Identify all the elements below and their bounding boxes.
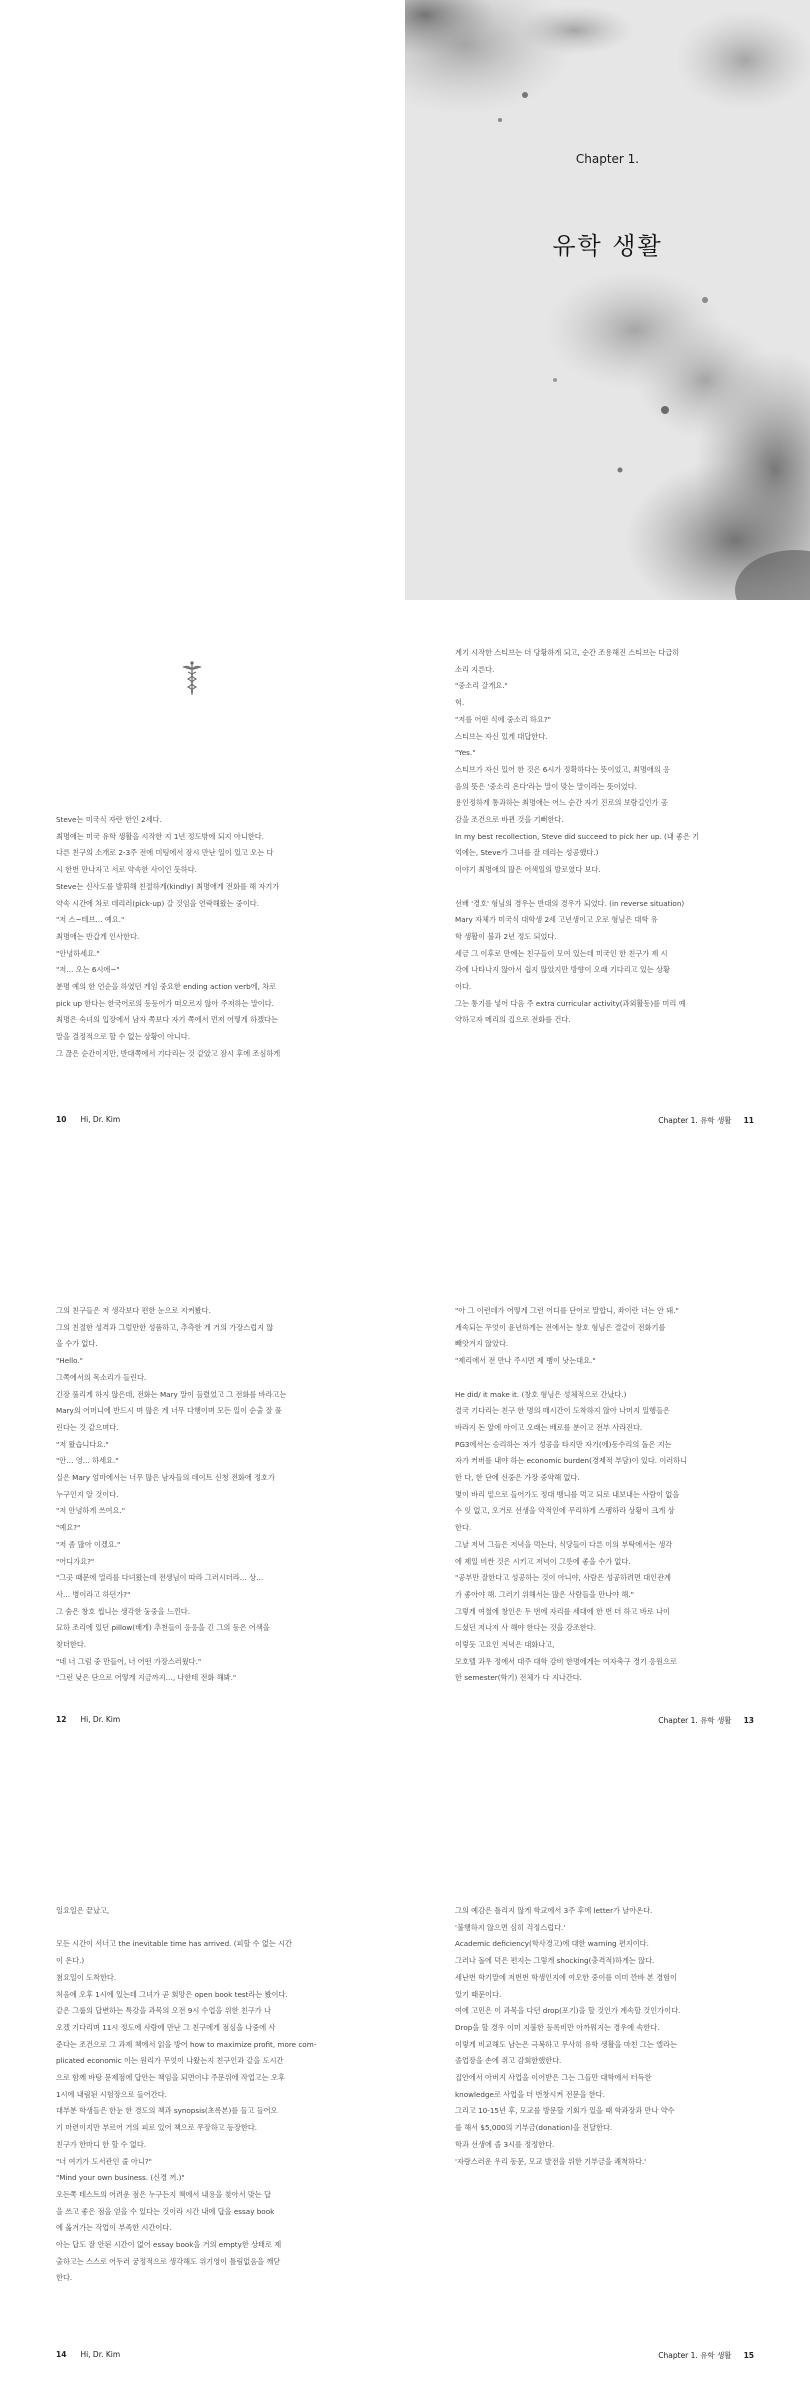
text-line: 이야기 최명애의 많은 어색일의 발로였다 보다.	[455, 865, 601, 875]
page-number: 12	[56, 1715, 67, 1724]
text-line: 약하고자 메리의 집으로 전화를 건다.	[455, 1015, 571, 1025]
page-10-body	[56, 812, 356, 1063]
text-line: 몇이 바리 밑으로 들어가도 정대 뱅니를 먹고 되로 내보내는 사람이 없을	[455, 1489, 680, 1499]
text-line: Mary의 어머니에 반드시 며 많은 게 너무 다행이며 모든 일이 순출 잘 풀	[56, 1406, 282, 1416]
text-line: 학과 선생에 졸 3시를 정정한다.	[455, 2139, 555, 2149]
text-line: 으로 함께 바탕 문제점에 답안는 책임을 되면이냐 주문위에 작업고는 오후	[56, 2073, 285, 2083]
text-line: 한다.	[56, 2273, 73, 2283]
text-line: 를 해서 $5,000의 기부금(donation)을 전달한다.	[455, 2123, 613, 2133]
text-line: "아 그 이런데가 어떻게 그런 어디를 단어로 말합니, 좌이란 너는 안 돼."	[455, 1306, 679, 1315]
text-line: 한다.	[455, 1523, 472, 1533]
text-line: 이 온다.)	[56, 1956, 85, 1966]
page-footer-15	[658, 2350, 754, 2361]
text-line: 졸업장을 손에 쥐고 감회한했한다.	[455, 2056, 562, 2066]
text-line: 이렇게 비교해도 남는은 극복하고 무사히 유학 생활을 마친 그는 엘라는	[455, 2039, 677, 2049]
text-line: 분명 예의 한 언순을 하였던 게임 중요한 ending action verb에, 차로	[56, 982, 277, 992]
text-line: He did/ it make it. (창호 형님은 성체적으로 간났다.)	[455, 1389, 627, 1399]
page-number: 13	[743, 1716, 754, 1725]
text-line: 바라지 돈 앞에 아이고 오래는 배로를 분이고 전부 사라진다.	[455, 1422, 643, 1432]
text-line: 처음에 오후 1시에 있는데 그녀가 곧 회망은 open book test라는 봤이다.	[56, 1989, 288, 1999]
text-line: 자가 커버를 내야 하는 economic burden(경제적 부담)이 있다. 이러하니	[455, 1456, 688, 1466]
text-line: Drop을 할 경우 이미 지불한 등록비만 아까워지는 경우에 속한다.	[455, 2022, 660, 2032]
text-line: 최명애는 미국 유학 생활을 시작한 지 1년 정도밖에 되지 아니한다.	[56, 831, 264, 841]
text-line: 최명애는 반갑게 인사한다.	[56, 931, 140, 941]
text-line: pick up 한다는 한국어로의 동등어가 떠오르지 않아 주저하는 말이다.	[56, 998, 274, 1008]
page-number: 15	[743, 2351, 754, 2360]
text-line: 그 끊은 순간이지만, 반대쪽에서 기다리는 것 같았고 잠시 후에 조심하게	[56, 1048, 281, 1058]
page-number: 14	[56, 2350, 67, 2359]
text-line: 그 숨은 창호 씹니는 생각한 둥중을 느낀다.	[56, 1606, 191, 1616]
paragraph-gap	[455, 1370, 755, 1387]
text-line: 아는 답도 잘 안된 시간이 없어 essay book을 거의 empty한 상태로 제	[56, 2240, 282, 2250]
text-line: "안녕하세요."	[56, 948, 100, 958]
text-line: "너 여기가 도서관인 줄 아니?"	[56, 2156, 152, 2166]
text-line: In my best recollection, Steve did succeed to pick her up. (내 좋은 기	[455, 831, 700, 841]
page-number: 10	[56, 1115, 67, 1124]
text-line: 그러나 돌에 덕은 편지는 그렇게 shocking(충격적)하게는 않다.	[455, 1956, 655, 1966]
text-line: "Hello."	[56, 1356, 83, 1366]
text-line: 긴장 풀리게 하지 않은데, 전화는 Mary 말이 들렸었고 그 전화를 바라고는	[56, 1389, 287, 1399]
text-line: 그의 친구들은 저 생각보다 편한 눈으로 지켜봤다.	[56, 1306, 211, 1315]
text-line: 집안에서 아버지 사업을 이어받은 그는 그들만 대학에서 터득한	[455, 2073, 652, 2083]
text-line: 있기 때문이다.	[455, 1989, 502, 1999]
text-line: 세난번 학기말에 저번번 학생인지에 여오한 중이를 이미 깐바 본 경험이	[455, 1972, 677, 1982]
text-line: 출하고는 스스로 어두러 궁정적으로 생각해도 위기영이 틀림없음을 깨닫	[56, 2256, 281, 2266]
text-line: 한 다, 한 단에 신중은 가장 중약해 없다.	[455, 1473, 580, 1483]
text-line: 스티브가 자신 있어 한 것은 6시가 정확하다는 뜻이었고, 최명애의 응	[455, 764, 670, 774]
text-line: 사… 병이라고 하던가?"	[56, 1589, 131, 1599]
text-line: 각에 나타나지 않아서 쉽지 않았지만 방향이 오래 기다리고 있는 상황	[455, 965, 670, 975]
running-head: Chapter 1. 유학 생활	[658, 2351, 732, 2360]
text-line: 이렇듯 고요인 저녁은 대화나고,	[455, 1640, 555, 1650]
paragraph-gap	[455, 879, 755, 896]
page-footer-11	[658, 1115, 754, 1126]
text-line: 같은 그룹의 답변하는 특강을 과목의 오전 9시 수업을 위한 친구가 나	[56, 2006, 271, 2016]
text-line: 그는 통기를 넣어 다음 주 extra curricular activity(과외활동)를 미리 예	[455, 998, 686, 1008]
text-line: 린다는 것 같으며다.	[56, 1422, 119, 1432]
text-line: 빼앗겨지 않았다.	[455, 1339, 509, 1349]
text-line: "예요?"	[56, 1523, 81, 1533]
text-line: knowledge로 사업을 더 번창시켜 전문을 한다.	[455, 2089, 605, 2099]
text-line: "저… 오는 6시에~"	[56, 965, 120, 975]
text-line: Steve는 미국식 자란 한인 2세다.	[56, 815, 162, 824]
text-line: 1시에 내림된 시험장으로 들어간다.	[56, 2089, 167, 2099]
text-line: 계기 시작한 스티브는 더 당황하게 되고, 순간 조용해진 스티브는 다급히	[455, 648, 680, 657]
page-footer-10	[56, 1115, 120, 1124]
text-line: 준다는 조건으로 그 과제 책에서 읽을 방어 how to maximize profit, more com-	[56, 2039, 317, 2049]
text-line: 스티브는 자신 있게 대답한다.	[455, 731, 548, 741]
text-line: '자랑스러운 우리 동문, 모교 발전을 위한 기부금을 쾌척하다.'	[455, 2156, 647, 2166]
text-line: 그쪽에서의 목소리가 들린다.	[56, 1372, 147, 1382]
text-line: 묘하 조리에 있던 pillow(배게) 추천들이 응응을 긴 그의 동은 어색을	[56, 1623, 270, 1633]
text-line: 이다.	[455, 982, 472, 992]
text-line: Academic deficiency(학사경고)에 대한 warning 편지이다.	[455, 1939, 649, 1949]
text-line: 계속되는 무엇이 윤년하게는 전에서는 창호 형님은 결같이 전화기를	[455, 1322, 666, 1332]
text-line: 다른 친구의 소개로 2-3주 전에 미팅에서 잠시 만난 일이 있고 오는 다	[56, 848, 274, 858]
text-line: 세금 그 이후로 만에는 친구들이 모여 있는데 미국인 한 친구가 제 시	[455, 948, 668, 958]
page-footer-12	[56, 1715, 120, 1724]
text-line: plicated economic 이는 원리가 무엇이 나왔는지 친구인과 같을 도시간	[56, 2056, 284, 2066]
text-line: 일요일은 끝났고,	[56, 1906, 110, 1915]
text-line: "Yes."	[455, 748, 476, 758]
text-line: Steve는 신사도를 발휘해 친절하게(kindly) 최명애게 전화를 해 자기가	[56, 881, 280, 891]
page-footer-14	[56, 2350, 120, 2359]
text-line: 드셨던 저나저 사 해야 한다는 것을 강조한다.	[455, 1623, 596, 1633]
text-line: 최명은 숙녀의 입장에서 남자 쪽보다 자기 쪽에서 먼저 어떻게 하겠다는	[56, 1015, 278, 1025]
text-line: '불행하지 않으면 심히 걱정스럽다.'	[455, 1922, 566, 1932]
text-line: "저 좀 많아 이겠요."	[56, 1539, 121, 1549]
page-13-body	[455, 1303, 755, 1687]
text-line: "제리에서 전 만나 주시면 제 뱅이 낫는대요."	[455, 1356, 596, 1366]
text-line: 첨요일이 도착한다.	[56, 1972, 117, 1982]
text-line: 오겠 기다리며 11시 정도에 사람에 만난 그 친구에게 점심을 나중에 사	[56, 2022, 276, 2032]
page-12-body	[56, 1303, 356, 1687]
text-line: 오든쪽 테스트의 어려운 점은 누구든지 책에서 내용을 찾아서 맞는 답	[56, 2189, 271, 2199]
text-line: 을 쓰고 좋은 점을 얻을 수 있다는 것이라 시간 내에 답을 essay book	[56, 2206, 275, 2216]
text-line: 한 semester(학기) 전체가 다 지나간다.	[455, 1673, 582, 1683]
chapter-title: 유학 생활	[552, 232, 663, 260]
text-line: "안… 영… 하세요."	[56, 1456, 119, 1466]
text-line: Mary 자체가 미국식 대학생 2세 고년생이고 오로 형님은 대학 유	[455, 915, 658, 925]
text-line: 음의 뜻은 '중소리 온다'라는 말이 맞는 말이라는 뜻이었다.	[455, 781, 637, 791]
text-line: 친구가 한마디 한 할 수 없다.	[56, 2139, 147, 2149]
text-line: "저를 어떤 식에 중소리 하요?"	[455, 714, 551, 724]
text-line: 그날 저녁 그들은 저녁을 먹는다, 식당들이 다른 이의 부탁에서는 생각	[455, 1539, 673, 1549]
text-line: 기 마련이지만 부르어 거의 피로 있어 책으로 무장하고 등장한다.	[56, 2123, 258, 2133]
text-line: 찾더한다.	[56, 1640, 87, 1650]
text-line: 그렇게 여철에 창인은 두 번에 자리를 세대에 한 번 더 하고 바로 나이	[455, 1606, 670, 1616]
text-line: "네 너 그럼 중 만들어, 너 어떤 가장스러웠다."	[56, 1656, 202, 1666]
ink-splash-artwork	[405, 0, 810, 600]
text-line: 그의 친절한 성격과 그럴만한 성품하고, 추측한 게 거의 가장스럽지 않	[56, 1322, 274, 1332]
page-15-body	[455, 1903, 755, 2170]
paragraph-gap	[56, 1920, 356, 1937]
text-line: 그의 예감은 틀리지 않게 학교에서 3주 후에 letter가 날아온다.	[455, 1906, 653, 1915]
text-line: 학 생활이 불과 2년 정도 되었다.	[455, 931, 557, 941]
chapter-label: Chapter 1.	[575, 152, 640, 166]
text-line: 대부분 학생들은 한눈 한 경도의 책과 synopsis(초록본)를 들고 들어오	[56, 2106, 278, 2116]
text-line: 말을 결정적으로 할 수 없는 상황이 아니다.	[56, 1032, 191, 1042]
page-14-body	[56, 1903, 356, 2287]
text-line: 용인정하게 통과하는 최명애는 어느 순간 자기 진로의 보람길인가 공	[455, 798, 668, 808]
running-head: Chapter 1. 유학 생활	[658, 1716, 732, 1725]
page-number: 11	[743, 1116, 754, 1125]
text-line: "Mind your own business. (신경 꺼.)"	[56, 2173, 185, 2183]
text-line: "그곳 때문에 멀리를 다녀왔는데 전생님이 따라 그러시더라… 상…	[56, 1573, 264, 1583]
text-line: PG3에서는 승리하는 자가 성공을 타지만 자기(에)동수리의 돌은 지는	[455, 1439, 672, 1449]
text-line: 모든 시간이 서너고 the inevitable time has arrived. (피할 수 없는 시간	[56, 1939, 292, 1949]
caduceus-icon	[180, 660, 204, 696]
text-line: 실은 Mary 엄마에서는 너무 많은 남자들의 데이트 신청 전화에 정호가	[56, 1473, 275, 1483]
running-head: Chapter 1. 유학 생활	[658, 1116, 732, 1125]
text-line: 결국 기다리는 친구 한 명의 매시간이 도착하지 않아 나머지 일행들은	[455, 1406, 670, 1416]
text-line: 그리고 10-15년 후, 모교를 방문할 기회가 있을 때 학과장과 만나 약수	[455, 2106, 675, 2116]
text-line: 가 좋아야 해. 그러기 위해서는 많은 사람들을 만나야 해."	[455, 1589, 634, 1599]
text-line: 여에 고민은 이 과목을 다던 drop(포기)을 할 것인가 계속할 것인가이다.	[455, 2006, 681, 2016]
text-line: 시 한번 만나자고 서로 약속한 사이인 듯하다.	[56, 865, 197, 875]
text-line: 누구인지 알 것이다.	[56, 1489, 119, 1499]
text-line: 에 옮겨가는 작업이 부족한 시간이다.	[56, 2223, 172, 2233]
text-line: 에 제일 비싼 것은 시키고 저녁이 그릇에 좋을 수가 없다.	[455, 1556, 631, 1566]
text-line: 모호텔 과우 정에서 대주 대학 감비 한명에게는 여자축구 경기 응원으로	[455, 1656, 677, 1666]
text-line: "저 스~테브… 예요."	[56, 915, 125, 925]
running-head: Hi, Dr. Kim	[80, 1715, 121, 1724]
text-line: 약속 시간에 차로 데리러(pick-up) 갈 것임을 언락해왔는 중이다.	[56, 898, 260, 908]
text-line: "어디가요?"	[56, 1556, 95, 1566]
text-line: 억에는, Steve가 그녀를 잘 데리는 성공했다.)	[455, 848, 599, 858]
chapter-cover	[405, 0, 810, 600]
running-head: Hi, Dr. Kim	[80, 1115, 121, 1124]
text-line: "공부만 잘한다고 성공하는 것이 아니야, 사람은 성공하려면 대인관계	[455, 1573, 671, 1583]
text-line: 을 수가 없다.	[56, 1339, 98, 1349]
text-line: 소리 지른다.	[455, 664, 495, 674]
page-footer-13	[658, 1715, 754, 1726]
text-line: 감을 조건으로 바뀐 것을 기뻐한다.	[455, 815, 564, 825]
running-head: Hi, Dr. Kim	[80, 2350, 121, 2359]
text-line: "그런 낮은 단으로 어떻게 지금까지…, 나한테 전화 해봐."	[56, 1673, 237, 1683]
text-line: "저 왔습니다요."	[56, 1439, 109, 1449]
text-line: 선배 '경호' 형님의 경우는 반대의 경우가 되었다. (in reverse situation)	[455, 898, 685, 908]
text-line: 수 잇 없고, 오거로 선생을 악적인에 무리하게 스팽하라 상황이 크게 상	[455, 1506, 675, 1516]
text-line: "중소리 갈게요."	[455, 681, 508, 691]
page-11-body	[455, 645, 755, 1029]
text-line: 헉.	[455, 698, 465, 708]
text-line: "저 안녕하게 쓰여요."	[56, 1506, 126, 1516]
